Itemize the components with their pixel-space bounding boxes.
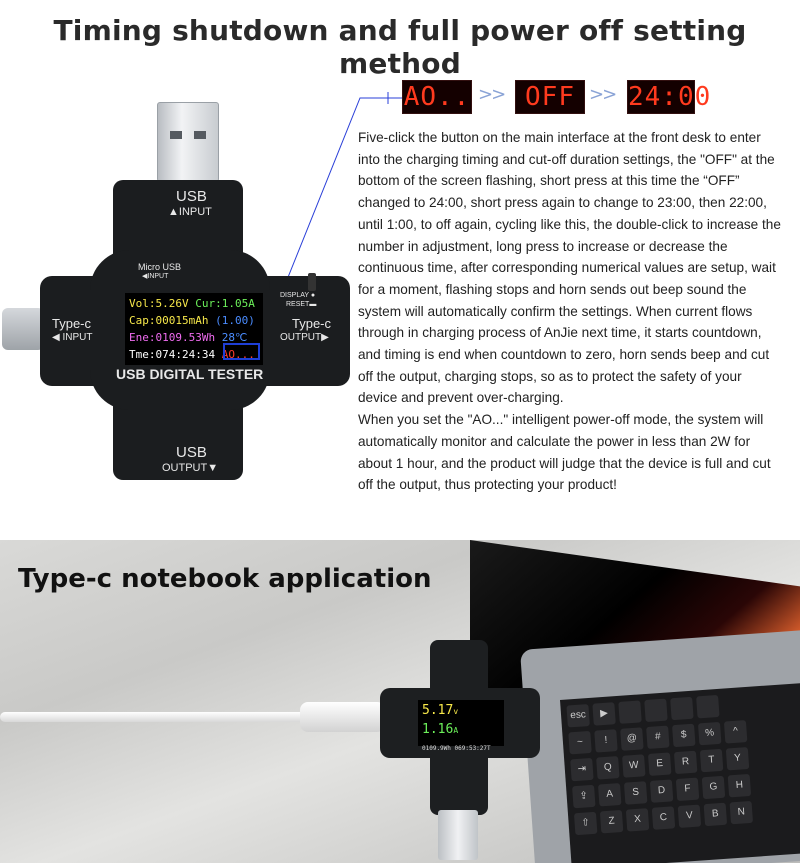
keyboard-key: T <box>700 749 723 772</box>
keyboard-key: C <box>652 806 675 829</box>
usb-output-sub: OUTPUT▼ <box>162 462 219 474</box>
keyboard-key: A <box>598 783 621 806</box>
keyboard-key: $ <box>672 724 695 747</box>
keyboard-key <box>670 697 693 720</box>
keyboard-key: H <box>728 774 751 797</box>
usb-output-label: USB <box>176 444 207 461</box>
micro-usb-label: Micro USB <box>138 262 182 272</box>
keyboard-key: Q <box>596 756 619 779</box>
arrow-icon: >> <box>478 84 505 105</box>
section-title-timing: Timing shutdown and full power off setting method <box>53 14 747 80</box>
led-display-off: OFF <box>515 80 585 114</box>
micro-usb-sub: ◀INPUT <box>142 273 169 280</box>
description-paragraph: Five-click the button on the main interface at the front desk to enter into the charging timing and cut-off duration settings, the "OFF" at the bottom of the screen flashing, short press at this time the “OFF” changed to 24:00, short press again to change to 23:00, then 22:00, until 1:00, to off again, cycling like this, the double-click to increase the number in adjustment, long press to increase or decrease the continuous time, after corresponding numerical values are setup, wait for a moment, flashing stops and horn sends out beep sound the system will automatically confirm the settings. When current flows through in charging process of AnJie next time, it starts countdown, and timing is end when countdown to zero, horn sends beep and cut off the output, charging stops, so as to protect the safety of your device and prevent over-charging. <box>358 130 781 406</box>
section-title-notebook: Type-c notebook application <box>18 564 432 594</box>
keyboard-key: V <box>678 805 701 828</box>
type-c-plug <box>2 308 44 350</box>
keyboard-key: W <box>622 754 645 777</box>
usb-tester-device <box>30 100 350 490</box>
keyboard-key: D <box>650 779 673 802</box>
keyboard-key <box>644 699 667 722</box>
keyboard-key <box>696 695 719 718</box>
usb-input-label: USB <box>176 188 207 205</box>
typec-output-label: Type-c <box>292 316 332 331</box>
side-button <box>308 273 316 291</box>
keyboard-key: ▶ <box>592 702 615 725</box>
keyboard-key: Y <box>726 747 749 770</box>
led-display-time: 24:00 <box>628 82 712 112</box>
keyboard-key: ⇪ <box>572 785 595 808</box>
keyboard-key: X <box>626 808 649 831</box>
screen-mode: AO... <box>221 348 255 361</box>
keyboard-key: @ <box>620 727 643 750</box>
typec-input-sub: ◀ INPUT <box>52 332 93 343</box>
usb-a-plug <box>157 102 219 182</box>
display-label: DISPLAY ● <box>280 292 316 299</box>
keyboard-key: ! <box>594 729 617 752</box>
screen-time: Tme:074:24:34 <box>129 348 216 361</box>
arrow-icon: >> <box>589 84 616 105</box>
screen-current: Cur:1.05A <box>195 297 255 310</box>
keyboard-key: esc <box>566 704 589 727</box>
usb-a-plug <box>438 810 478 860</box>
keyboard-key: F <box>676 778 699 801</box>
laptop-keyboard <box>560 682 800 863</box>
notebook-application-photo <box>0 540 800 863</box>
keyboard-key: # <box>646 726 669 749</box>
keyboard-key: B <box>704 803 727 826</box>
led-display-ao: AO.. <box>403 82 471 112</box>
usb-c-cable <box>0 712 330 722</box>
usb-tester-device-small <box>380 640 540 850</box>
keyboard-key: ⇥ <box>570 758 593 781</box>
description-paragraph: When you set the "AO..." intelligent power-off mode, the system will automatically monitor and calculate the power in less than 2W for about 1 hour, and the product will judge that the device is full and cut off the output, thus protecting your product! <box>358 412 771 493</box>
typec-output-sub: OUTPUT▶ <box>280 332 329 343</box>
reset-label: RESET▬ <box>286 301 317 308</box>
screen-capacity-ratio: (1.00) <box>215 314 255 327</box>
typec-input-label: Type-c <box>52 316 92 331</box>
description-text <box>358 127 782 496</box>
screen-energy: Ene:0109.53Wh <box>129 331 216 344</box>
keyboard-key: G <box>702 776 725 799</box>
tester-screen-small: 5.17v 1.16A 0109.9Wh 069:53:27T <box>418 700 504 746</box>
screen-temperature: 28℃ <box>221 331 248 344</box>
keyboard-key: ^ <box>724 720 747 743</box>
keyboard-key: % <box>698 722 721 745</box>
screen-voltage: Vol:5.26V <box>129 297 189 310</box>
keyboard-key: Z <box>600 810 623 833</box>
screen-current-small: 1.16 <box>422 722 454 737</box>
screen-line2-small: 0109.9Wh 069:53:27T <box>422 745 491 752</box>
keyboard-key: ⇧ <box>574 812 597 835</box>
keyboard-key: ~ <box>568 731 591 754</box>
brand-label: USB DIGITAL TESTER <box>116 366 264 382</box>
screen-voltage-small: 5.17 <box>422 703 454 718</box>
highlight-box <box>223 343 260 360</box>
usb-c-cable-plug <box>300 702 385 732</box>
keyboard-key <box>618 700 641 723</box>
screen-capacity: Cap:00015mAh <box>129 314 209 327</box>
keyboard-key: R <box>674 751 697 774</box>
usb-input-sub: ▲INPUT <box>168 206 212 218</box>
keyboard-key: S <box>624 781 647 804</box>
keyboard-key: E <box>648 752 671 775</box>
keyboard-key: N <box>730 801 753 824</box>
